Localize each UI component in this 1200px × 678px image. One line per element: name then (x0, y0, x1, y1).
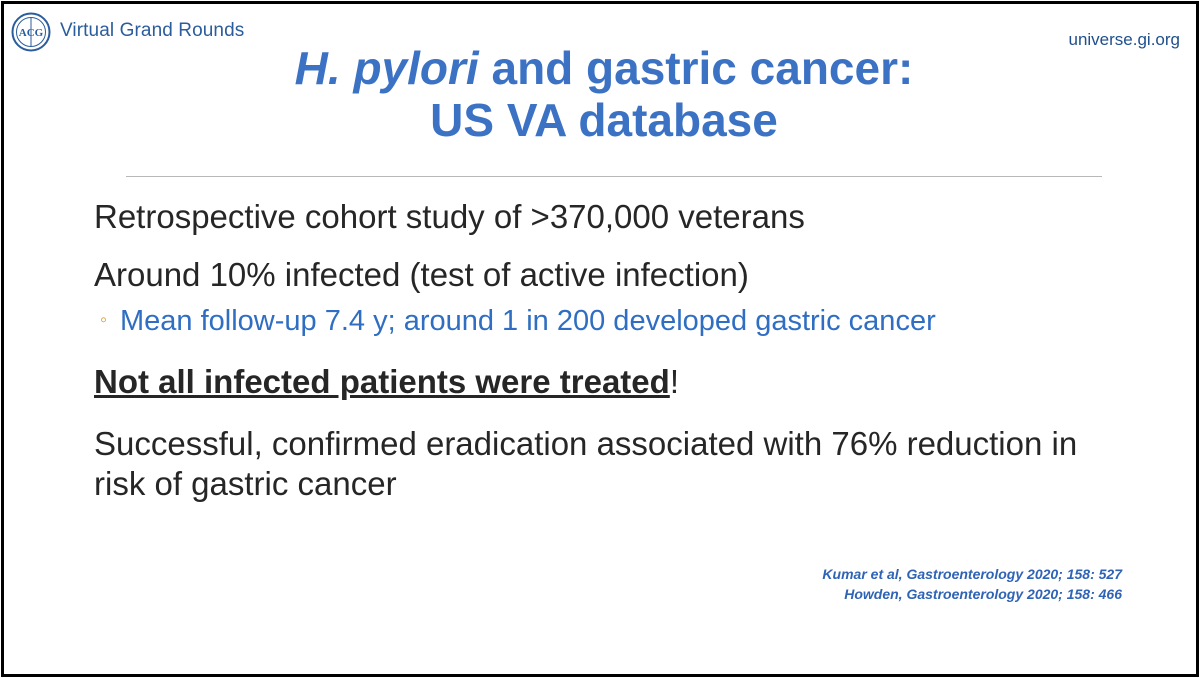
references (822, 564, 1122, 604)
bullet-emphasis: Not all infected patients were treated (94, 363, 670, 400)
website-link[interactable]: universe.gi.org (1068, 30, 1180, 49)
title-rest-part: and gastric cancer: (478, 42, 914, 94)
brand-name: Virtual Grand Rounds (60, 20, 245, 41)
reference-1: Kumar et al, Gastroenterology 2020; 158: 527 (822, 566, 1122, 582)
logo-text: ACG (18, 27, 44, 39)
slide-frame (1, 1, 1199, 677)
slide-title (154, 42, 1054, 146)
bullet-eradication: Successful, confirmed eradication associated with 76% reduction in risk of gastric cancer (94, 425, 1078, 502)
bullet-not-treated (94, 362, 679, 402)
title-line-2: US VA database (430, 94, 778, 146)
title-divider (126, 176, 1102, 177)
title-line-1 (154, 42, 1054, 94)
sub-bullet-follow-up (100, 301, 936, 340)
bullet-infected: Around 10% infected (test of active infection) (94, 256, 749, 293)
bullet-cohort: Retrospective cohort study of >370,000 veterans (94, 198, 805, 235)
bullet-emphasis-suffix: ! (669, 363, 679, 400)
title-italic-part: H. pylori (294, 42, 479, 94)
reference-2: Howden, Gastroenterology 2020; 158: 466 (844, 586, 1122, 602)
sub-bullet-marker-icon: ◦ (100, 309, 108, 331)
acg-logo-icon (11, 12, 51, 52)
sub-bullet-text: Mean follow-up 7.4 y; around 1 in 200 developed gastric cancer (120, 305, 936, 337)
